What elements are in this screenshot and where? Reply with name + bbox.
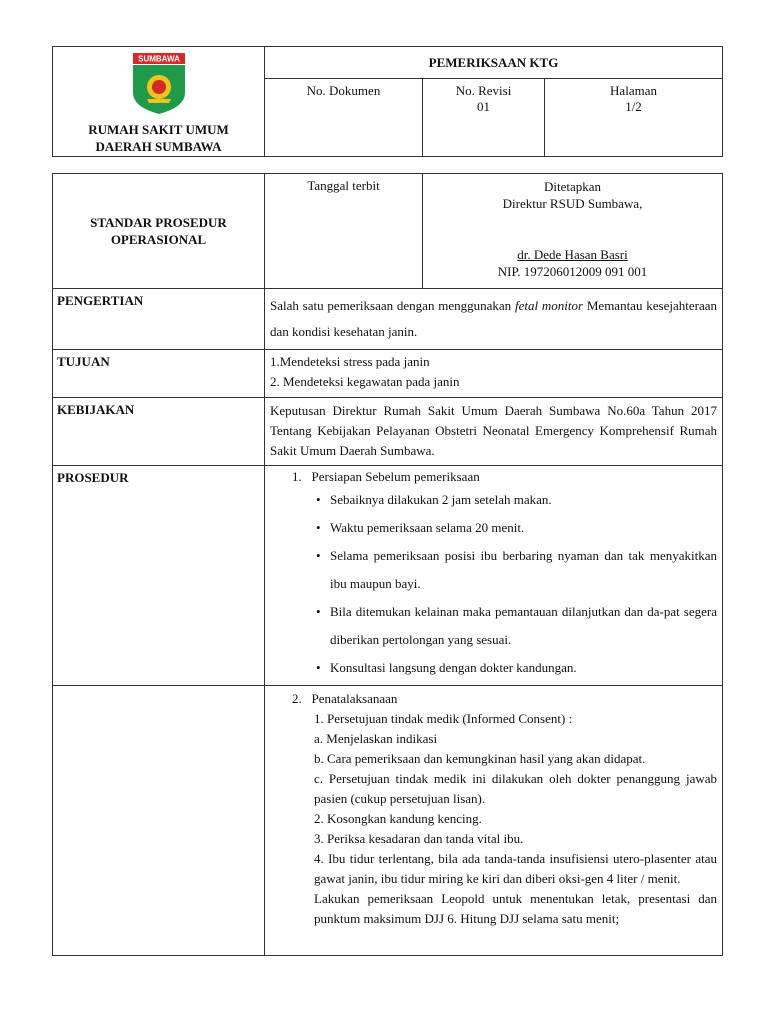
- tujuan-cell: [265, 350, 723, 398]
- empty-label-cell: [53, 686, 265, 956]
- document-header-table: [52, 46, 723, 157]
- list-item: b. Cara pemeriksaan dan kemungkinan hasil yang akan didapat.: [314, 751, 646, 766]
- logo-banner-text: SUMBAWA: [137, 54, 180, 64]
- document-title: PEMERIKSAAN KTG: [265, 47, 723, 79]
- revision-value: 01: [477, 99, 490, 114]
- pengertian-italic: fetal monitor: [514, 298, 584, 313]
- list-item: 1. Persetujuan tindak medik (Informed Consent) :: [314, 711, 573, 726]
- step2-body: [270, 709, 717, 929]
- list-item: 4. Ibu tidur terlentang, bila ada tanda-tanda insufisiensi utero-plasenter atau gawat janin, ibu tidur miring ke kiri dan diberi oksi-gen 4 liter / menit.: [314, 851, 717, 886]
- list-item: a. Menjelaskan indikasi: [314, 731, 438, 746]
- prosedur-step1-cell: [265, 466, 723, 686]
- pengertian-text-part2: Memantau kesejahteraan dan kondisi kesehatan janin.: [270, 298, 717, 339]
- step1-title: 1. Persiapan Sebelum pemeriksaan: [292, 469, 480, 484]
- list-item: • Selama pemeriksaan posisi ibu berbaring nyaman dan tak menyakitkan ibu maupun bayi.: [316, 542, 717, 598]
- approver-name: dr. Dede Hasan Basri: [517, 247, 628, 262]
- tujuan-item-2: 2. Mendeteksi kegawatan pada janin: [270, 374, 460, 389]
- hospital-name-line1: RUMAH SAKIT UMUM: [88, 122, 229, 137]
- hospital-identity-cell: [53, 47, 265, 157]
- list-item: • Waktu pemeriksaan selama 20 menit.: [316, 514, 717, 542]
- sop-table: [52, 173, 723, 956]
- hospital-name: [53, 121, 264, 155]
- page-cell: [545, 79, 723, 157]
- step1-bullet-list: [270, 486, 717, 682]
- step2-title: 2. Penatalaksanaan: [292, 691, 398, 706]
- list-item: • Bila ditemukan kelainan maka pemantauan dilanjutkan dan da-pat segera diberikan pertolongan yang sesuai.: [316, 598, 717, 654]
- approver-nip: NIP. 197206012009 091 001: [497, 264, 648, 279]
- doc-number-cell: [265, 79, 423, 157]
- kebijakan-text: Keputusan Direktur Rumah Sakit Umum Daerah Sumbawa No.60a Tahun 2017 Tentang Kebijakan Pelayanan Obstetri Neonatal Emergency Komprehensif Rumah Sakit Umum Daerah Sumbawa.: [265, 398, 723, 466]
- list-item: 3. Periksa kesadaran dan tanda vital ibu.: [314, 831, 524, 846]
- pengertian-label: PENGERTIAN: [53, 289, 265, 350]
- pengertian-text-part1: Salah satu pemeriksaan dengan menggunakan: [270, 298, 515, 313]
- issue-date-label: Tanggal terbit: [307, 178, 380, 193]
- approved-label: Ditetapkan: [543, 179, 602, 194]
- tujuan-label: TUJUAN: [53, 350, 265, 398]
- hospital-name-line2: DAERAH SUMBAWA: [95, 139, 222, 154]
- list-item: • Sebaiknya dilakukan 2 jam setelah makan.: [316, 486, 717, 514]
- approval-cell: [423, 174, 723, 289]
- sop-title-cell: [53, 174, 265, 289]
- list-item: Lakukan pemeriksaan Leopold untuk menentukan letak, presentasi dan punktum maksimum DJJ 6. Hitung DJJ selama satu menit;: [314, 891, 717, 926]
- page-label: Halaman: [610, 83, 657, 98]
- list-item: • Konsultasi langsung dengan dokter kandungan.: [316, 654, 717, 682]
- sumbawa-logo-icon: [129, 51, 189, 115]
- sop-title-line1: STANDAR PROSEDUR: [90, 215, 227, 230]
- revision-cell: [423, 79, 545, 157]
- doc-number-label: No. Dokumen: [306, 83, 381, 98]
- revision-label: No. Revisi: [455, 83, 512, 98]
- kebijakan-label: KEBIJAKAN: [53, 398, 265, 466]
- issue-date-cell: [265, 174, 423, 289]
- approver-title: Direktur RSUD Sumbawa,: [502, 196, 643, 211]
- page-value: 1/2: [625, 99, 642, 114]
- prosedur-label: PROSEDUR: [53, 466, 265, 686]
- tujuan-item-1: 1.Mendeteksi stress pada janin: [270, 354, 430, 369]
- pengertian-text: [265, 289, 723, 350]
- list-item: 2. Kosongkan kandung kencing.: [314, 811, 482, 826]
- list-item: c. Persetujuan tindak medik ini dilakukan oleh dokter penanggung jawab pasien (cukup persetujuan lisan).: [314, 771, 717, 806]
- prosedur-step2-cell: [265, 686, 723, 956]
- sop-title-line2: OPERASIONAL: [110, 232, 207, 247]
